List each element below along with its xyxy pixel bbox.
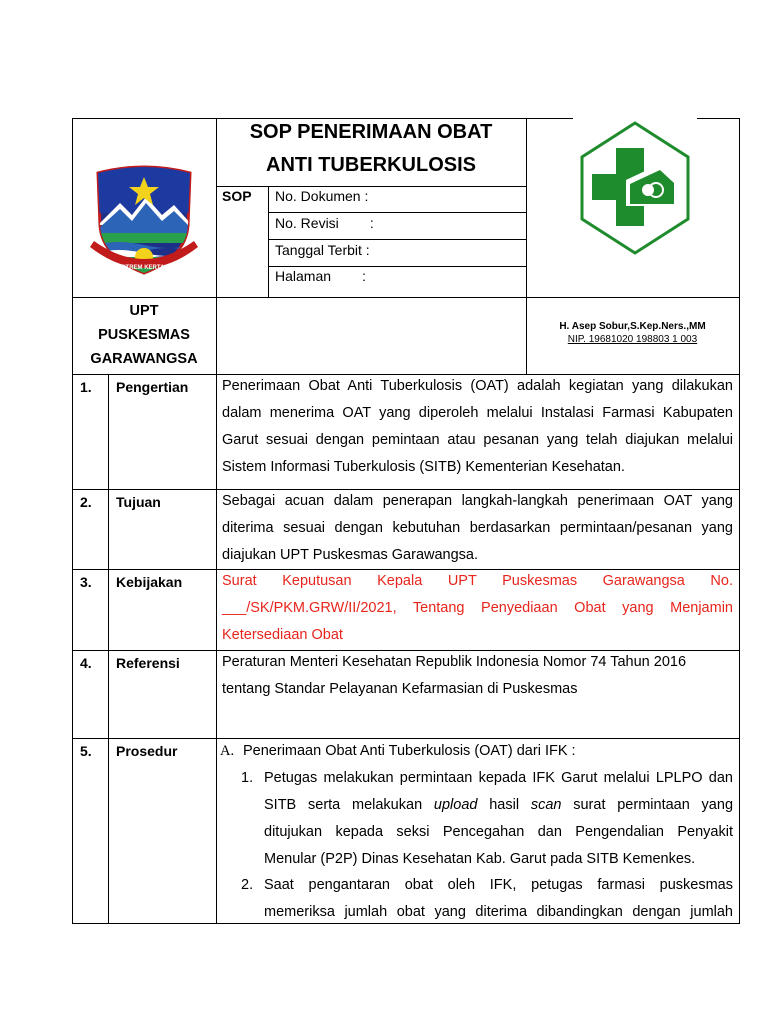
signer-nip: NIP. 19681020 198803 1 003 (567, 334, 698, 345)
puskesmas-cross-logo-icon (578, 120, 692, 256)
meta-no-revisi: No. Revisi : (275, 215, 374, 231)
garut-regency-emblem-icon (88, 165, 200, 283)
procedure-step-2: Saat pengantaran obat oleh IFK, petugas farmasi puskesmas memeriksa jumlah obat yang diterima dibandingkan dengan jumlah (264, 877, 733, 920)
section-text-referensi-line2: tentang Standar Pelayanan Kefarmasian di Puskesmas (222, 681, 578, 697)
procedure-step-marker: 1. (241, 770, 254, 786)
signer-block (526, 321, 739, 345)
meta-halaman: Halaman : (275, 268, 367, 284)
procedure-step-1 (264, 765, 733, 873)
section-text-tujuan: Sebagai acuan dalam penerapan langkah-langkah penerimaan OAT yang diterima sesuai dengan kebutuhan berdasarkan permintaan/pesanan yang diajukan UPT Puskesmas Garawangsa. (222, 493, 733, 563)
section-text-referensi-line1: Peraturan Menteri Kesehatan Republik Indonesia Nomor 74 Tahun 2016 (222, 654, 687, 670)
document-title-line2: ANTI TUBERKULOSIS (266, 154, 476, 176)
section-label-kebijakan: Kebijakan (116, 574, 183, 590)
step-1-text-a: Petugas melakukan permintaan kepada IFK Garut melalui LPLPO dan SITB serta melakukan (264, 770, 733, 813)
meta-tanggal-terbit: Tanggal Terbit : (275, 242, 370, 258)
section-label-referensi: Referensi (116, 655, 180, 671)
step-1-text-c: surat permintaan yang ditujukan kepada seksi Pencegahan dan Pengendalian Penyakit Menular (P2P) Dinas Kesehatan Kab. Garut pada SITB Kemenkes. (264, 797, 734, 867)
signer-name: H. Asep Sobur,S.Kep.Ners.,MM (559, 321, 706, 332)
meta-no-dokumen: No. Dokumen : (275, 188, 369, 204)
org-name (72, 299, 216, 371)
emblem-motto: TATA TENGTREM KERTA RAHARJA (92, 265, 196, 271)
procedure-step-marker: 2. (241, 877, 254, 893)
section-text-kebijakan: Surat Keputusan Kepala UPT Puskesmas Garawangsa No. ___/SK/PKM.GRW/II/2021, Tentang Penyediaan Obat yang Menjamin Ketersediaan Obat (222, 573, 733, 643)
sop-label: SOP (222, 188, 252, 204)
org-line-upt: UPT (129, 303, 159, 319)
section-label-prosedur: Prosedur (116, 743, 178, 759)
org-line-puskesmas: PUSKESMAS (98, 327, 190, 343)
section-label-pengertian: Pengertian (116, 379, 189, 395)
step-1-text-b: hasil (477, 797, 531, 813)
section-label-tujuan: Tujuan (116, 494, 161, 510)
section-text-pengertian: Penerimaan Obat Anti Tuberkulosis (OAT) adalah kegiatan yang dilakukan dalam menerima OAT yang diperoleh melalui Instalasi Farmasi Kabupaten Garut sesuai dengan pemintaan atau pesanan yang telah diajukan melalui Sistem Informasi Tuberkulosis (SITB) Kementerian Kesehatan. (222, 378, 733, 475)
section-number: 5. (80, 743, 92, 759)
step-1-em-upload: upload (433, 797, 478, 813)
org-line-garawangsa: GARAWANGSA (90, 351, 198, 367)
procedure-sub-a-title: Penerimaan Obat Anti Tuberkulosis (OAT) dari IFK : (243, 743, 576, 759)
section-number: 4. (80, 655, 92, 671)
document-title-line1: SOP PENERIMAAN OBAT (249, 121, 493, 143)
section-number: 2. (80, 494, 92, 510)
section-number: 3. (80, 574, 92, 590)
section-number: 1. (80, 379, 92, 395)
procedure-sub-a-marker: A. (220, 743, 235, 759)
step-1-em-scan: scan (530, 797, 562, 813)
